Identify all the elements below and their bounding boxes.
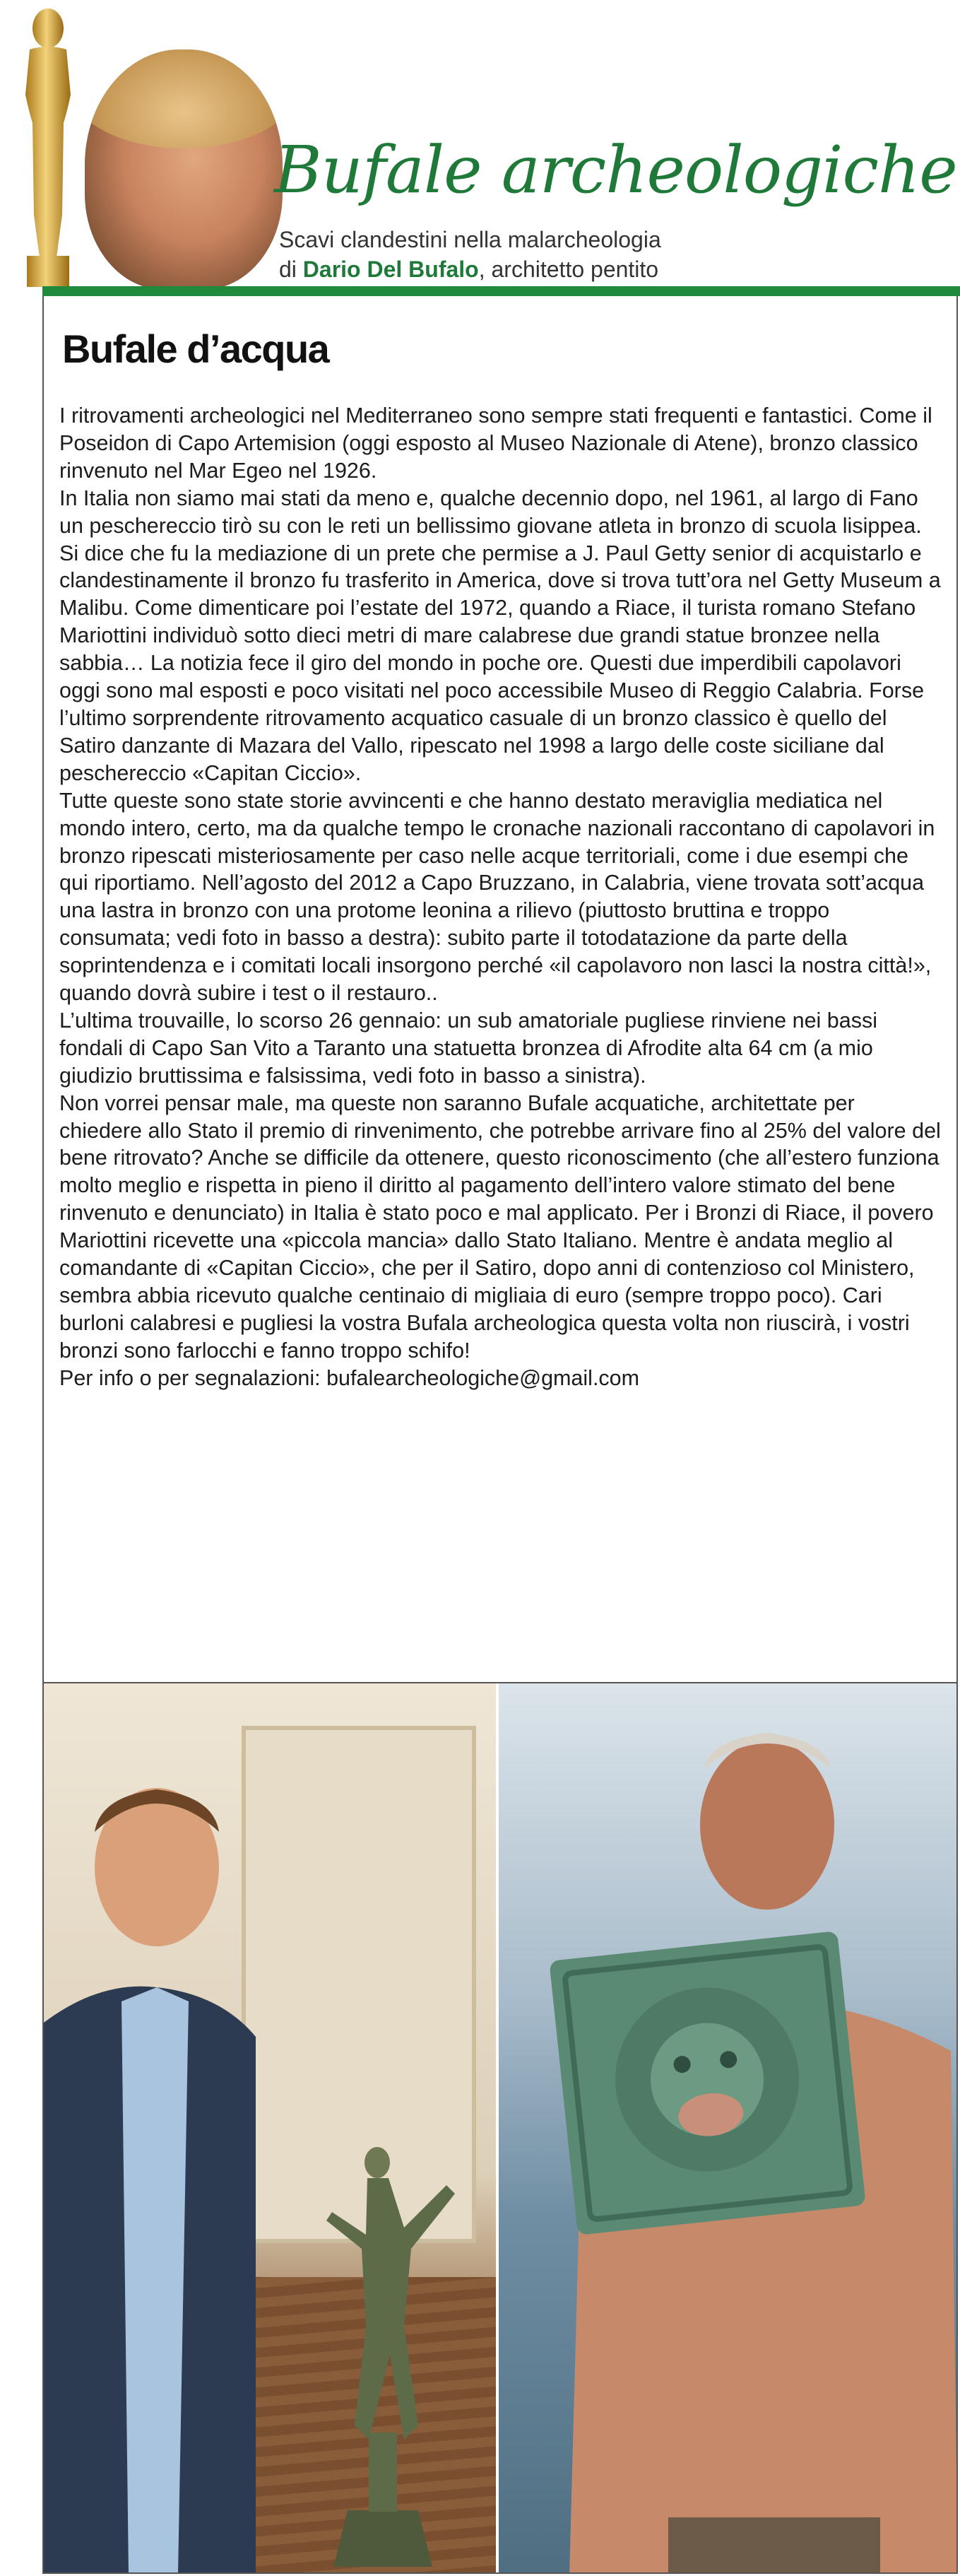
column-subtitle — [279, 225, 661, 284]
article-title: Bufale d’acqua — [62, 327, 329, 371]
author-name: Dario Del Bufalo — [302, 257, 479, 282]
man-in-blazer-figure — [44, 1768, 256, 2572]
contact-line: Per info o per segnalazioni: bufalearcheologiche@gmail.com — [59, 1365, 640, 1390]
oscar-statuette-image — [6, 3, 90, 293]
author-role: , architetto pentito — [478, 257, 659, 282]
article-box — [42, 296, 958, 1702]
paragraph: In Italia non siamo mai stati da meno e, qualche decennio dopo, nel 1961, al largo di Fano un peschereccio tirò su con le reti un bellissimo giovane atleta in bronzo di scuola lisippea. Si dice che fu la mediazione di un prete che permise a J. Paul Getty senior di acquistarlo e clandestinamente il bronzo fu trasferito in America, dove si trova tutt’ora nel Getty Museum a Malibu. Come dimenticare poi l’estate del 1972, quando a Riace, il turista romano Stefano Mariottini individuò sotto dieci metri di mare calabrese due grandi statue bronzee nella sabbia… La notizia fece il giro del mondo in poche ore. Questi due imperdibili capolavori oggi sono mal esposti e poco visitati nel poco accessibile Museo di Reggio Calabria. Forse l’ultimo sorprendente ritrovamento acquatico casuale di un bronzo classico è quello del Satiro danzante di Mazara del Vallo, ripescato nel 1998 a largo delle coste siciliane dal peschereccio «Capitan Ciccio». — [59, 486, 941, 785]
byline-prefix: di — [279, 257, 303, 282]
column-title: Bufale archeologiche — [274, 132, 957, 208]
photo-diver-with-aphrodite — [44, 1683, 496, 2572]
aphrodite-statuette-figure — [298, 2143, 468, 2572]
paragraph: L’ultima trouvaille, lo scorso 26 gennaio: un sub amatoriale pugliese rinviene nei bassi fondali di Capo San Vito a Taranto una statuetta bronzea di Afrodite alta 64 cm (a mio giudizio bruttissima e falsissima, vedi foto in basso a sinistra). — [59, 1008, 877, 1088]
byline — [279, 254, 661, 284]
subtitle-line: Scavi clandestini nella malarcheologia — [279, 227, 661, 252]
paragraph: Non vorrei pensar male, ma queste non saranno Bufale acquatiche, architettate per chiedere allo Stato il premio di rinvenimento, che potrebbe arrivare fino al 25% del valore del bene ritrovato? Anche se difficile da ottenere, questo riconoscimento (che all’estero funziona molto meglio e rispetta in pieno il diritto al pagamento dell’intero valore stimato del bene rinvenuto e denunciato) in Italia è stato poco e mal applicato. Per i Bronzi di Riace, il povero Mariottini ricevette una «piccola mancia» dallo Stato Italiano. Mentre è andata meglio al comandante di «Capitan Ciccio», che per il Satiro, dopo anni di contenzioso col Ministero, sembra abbia ricevuto qualche centinaio di migliaia di euro (sempre troppo poco). Cari burloni calabresi e pugliesi la vostra Bufala archeologica questa volta non riuscirà, i vostri bronzi sono farlocchi e fanno troppo schifo! — [59, 1090, 941, 1363]
man-holding-bronze-plaque-figure — [499, 1683, 958, 2572]
article-body — [59, 402, 942, 1392]
column-header — [0, 0, 960, 297]
paragraph: I ritrovamenti archeologici nel Mediterraneo sono sempre stati frequenti e fantastici. Come il Poseidon di Capo Artemision (oggi esposto al Museo Nazionale di Atene), bronzo classico rinvenuto nel Mar Egeo nel 1926. — [59, 404, 932, 483]
author-portrait-image — [85, 49, 283, 290]
header-rule — [42, 286, 960, 296]
photo-strip — [42, 1682, 958, 2574]
photo-man-with-lion-plaque — [499, 1683, 958, 2572]
paragraph: Tutte queste sono state storie avvincenti e che hanno destato meraviglia mediatica nel mondo intero, certo, ma da qualche tempo le cronache nazionali raccontano di capolavori in bronzo ripescati misteriosamente per caso nelle acque territoriali, come i due esempi che qui riportiamo. Nell’agosto del 2012 a Capo Bruzzano, in Calabria, viene trovata sott’acqua una lastra in bronzo con una protome leonina a rilievo (piuttosto bruttina e troppo consumata; vedi foto in basso a destra): subito parte il totodatazione da parte della soprintendenza e i comitati locali insorgono perché «il capolavoro non lasci la nostra città!», quando dovrà subire i test o il restauro.. — [59, 788, 935, 1006]
